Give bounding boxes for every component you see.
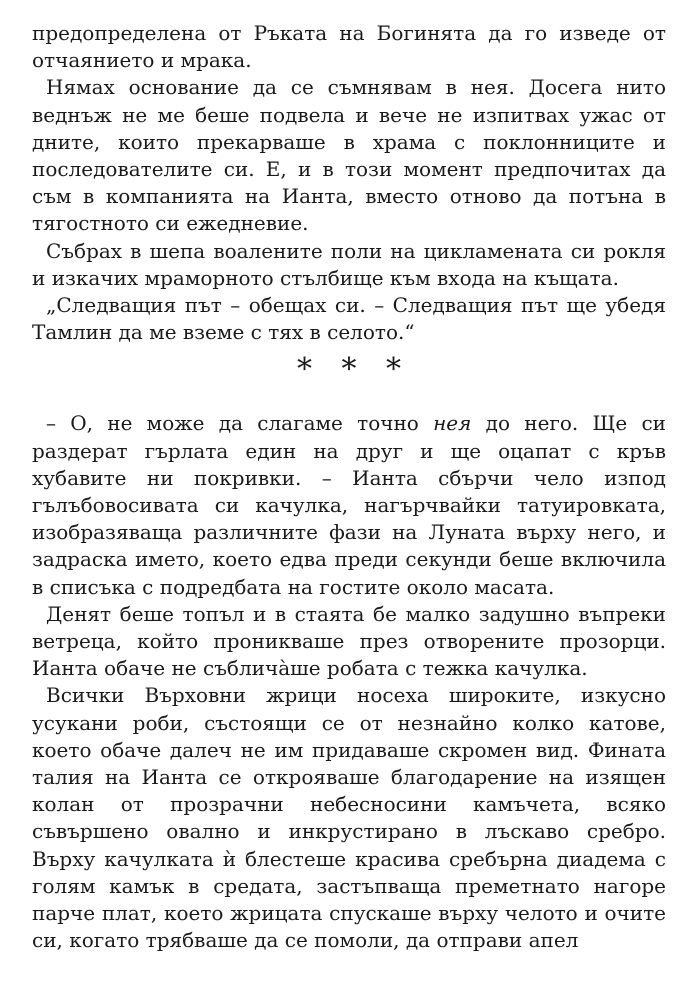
section-divider: * * * bbox=[296, 352, 412, 388]
dialogue-text-start: – О, не може да слагаме точно bbox=[46, 411, 434, 436]
book-page bbox=[32, 20, 666, 955]
paragraph-continuation: предопределена от Ръката на Богинята да го изведе от отчаянието и мрака. bbox=[32, 21, 666, 73]
paragraph-staircase: Събрах в шепа воалените поли на цикламената си рокля и изкачих мраморното стълбище към входа на къщата. bbox=[32, 238, 666, 290]
paragraph-promise: „Следващия път – обещах си. – Следващия път ще убедя Тамлин да ме вземе с тях в селото.“ bbox=[32, 293, 666, 345]
paragraph-warm-day: Денят беше топъл и в стаята бе малко задушно въпреки ветреца, който проникваше през отворените прозорци. Ианта обаче не съблича̀ше робата с тежка качулка. bbox=[32, 601, 666, 681]
paragraph-dialogue bbox=[32, 410, 666, 600]
dialogue-emphasis: нея bbox=[433, 411, 472, 436]
dialogue-text-end: до него. Ще си раздерат гърлата един на друг и ще оцапат с кръв хубавите ни покривки. – Ианта сбърчи чело изпод гълъбовосивата си качулка, нагърчвайки татуировката, изобразяваща различните фази на Луната върху него, и задраска името, което едва преди секунди беше включила в списъка с подредбата на гостите около масата. bbox=[32, 411, 666, 599]
paragraph-doubt: Нямах основание да се съмнявам в нея. Досега нито веднъж не ме беше подвела и вече не изпитвах ужас от дните, които прекарваше в храма с поклонниците и последователите си. Е, и в този момент предпочитах да съм в компанията на Ианта, вместо отново да потъна в тягостното си ежедневие. bbox=[32, 75, 666, 236]
paragraph-priestess-robes: Всички Върховни жрици носеха широките, изкусно усукани роби, състоящи се от незнайно колко катове, което обаче далеч не им придаваше скромен вид. Фината талия на Ианта се открояваше благодарение на изящен колан от прозрачни небесносини камъчета, всяко съвършено овално и инкрустирано в лъскаво сребро. Върху качулката ѝ блестеше красива сребърна диадема с голям камък в средата, застъпваща преметнато нагоре парче плат, което жрицата спускаше върху челото и очите си, когато трябваше да се помоли, да отправи апел bbox=[32, 683, 666, 953]
